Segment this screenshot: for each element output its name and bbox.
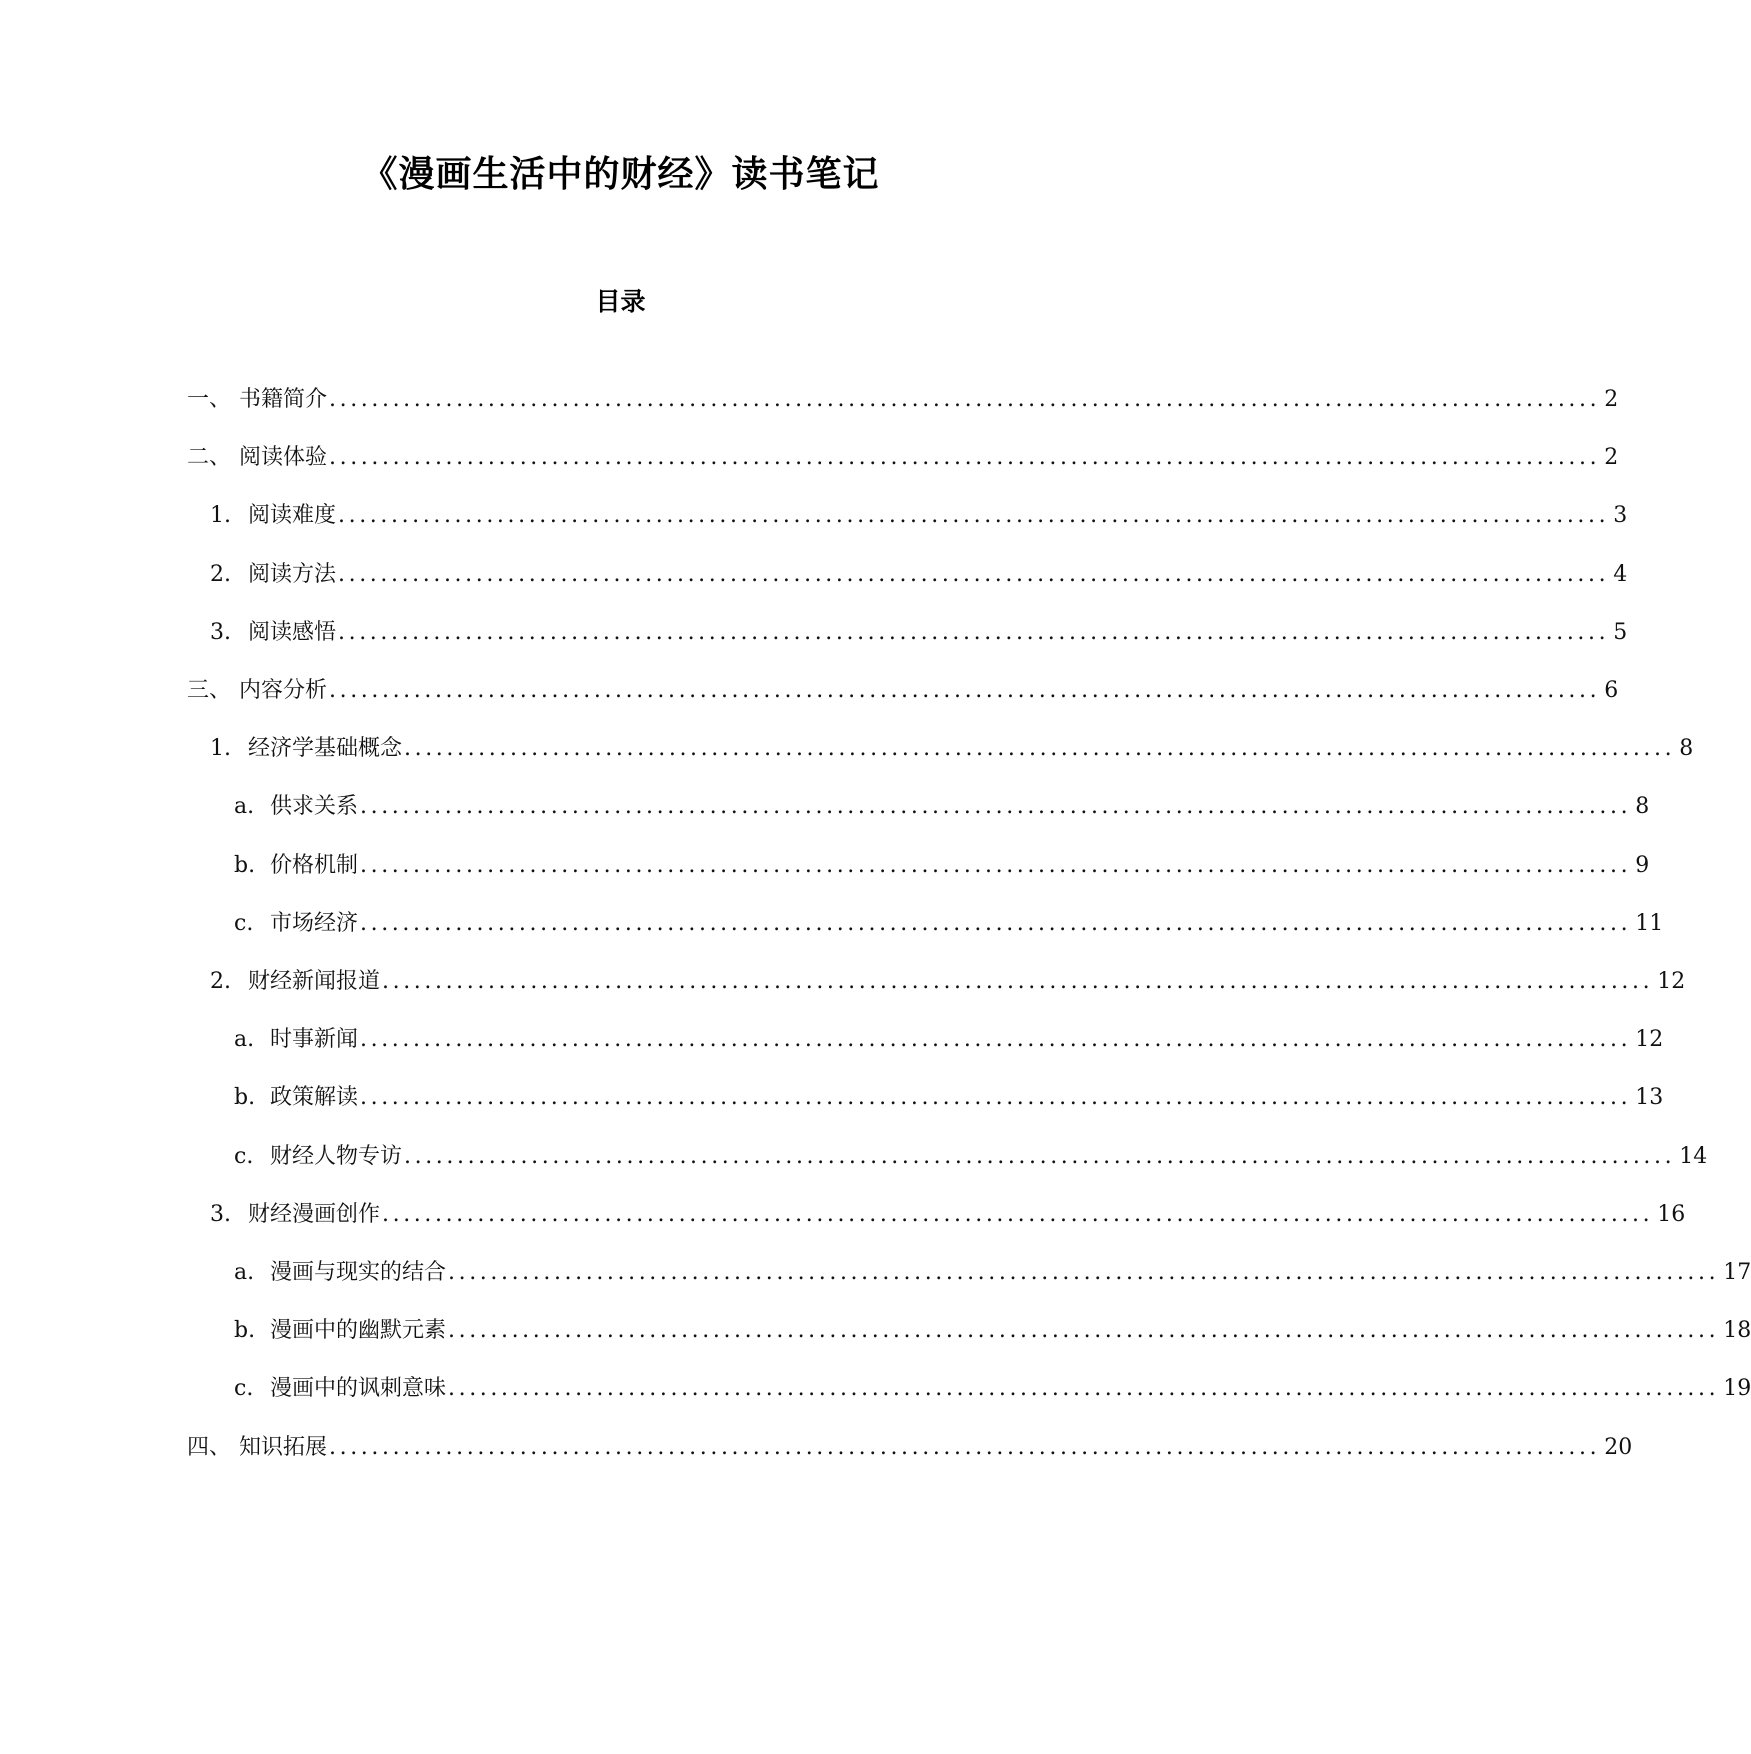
toc-entry-number: c.: [234, 1143, 254, 1169]
toc-dot-leader: ........................................................................................................................: [404, 736, 1676, 762]
toc-entry[interactable]: [234, 1253, 1751, 1293]
toc-entry-page-number: 8: [1679, 736, 1694, 762]
toc-entry-page-number: 18: [1723, 1318, 1751, 1344]
toc-entry[interactable]: [234, 904, 1664, 944]
toc-entry-number: 二、: [187, 445, 232, 471]
toc-entry-page-number: 9: [1635, 852, 1650, 878]
toc-entry-page-number: 2: [1604, 445, 1619, 471]
toc-dot-leader: ........................................................................................................................: [329, 678, 1601, 703]
toc-entry[interactable]: [210, 555, 1628, 595]
toc-entry-number: a.: [234, 794, 255, 820]
toc-entry-page-number: 11: [1635, 910, 1664, 936]
toc-entry[interactable]: [210, 496, 1628, 536]
toc-entry-page-number: 14: [1679, 1143, 1708, 1169]
toc-entry-label: 供求关系: [270, 794, 359, 820]
toc-entry-label: 财经漫画创作: [248, 1201, 381, 1227]
toc-dot-leader: ........................................................................................................................: [382, 1201, 1654, 1227]
toc-entry-label: 阅读感悟: [248, 619, 337, 645]
toc-entry[interactable]: [234, 1311, 1751, 1351]
toc-dot-leader: ........................................................................................................................: [329, 1434, 1601, 1460]
toc-entry-label: 财经新闻报道: [248, 969, 381, 994]
toc-entry[interactable]: [210, 1195, 1686, 1235]
toc-dot-leader: ........................................................................................................................: [338, 619, 1610, 645]
toc-entry[interactable]: [234, 787, 1650, 827]
toc-entry-label: 价格机制: [270, 852, 359, 878]
toc-entry-number: b.: [234, 1318, 256, 1344]
toc-entry[interactable]: [234, 1369, 1751, 1409]
toc-dot-leader: ........................................................................................................................: [360, 1085, 1632, 1111]
toc-entry-number: a.: [234, 1027, 255, 1053]
toc-entry[interactable]: [234, 1078, 1664, 1118]
toc-dot-leader: ........................................................................................................................: [338, 503, 1610, 529]
toc-entry-number: b.: [234, 1085, 256, 1111]
toc-entry-label: 漫画中的讽刺意味: [270, 1376, 447, 1402]
toc-entry-page-number: 12: [1635, 1027, 1664, 1053]
toc-entry[interactable]: [187, 671, 1619, 711]
toc-entry[interactable]: [234, 1137, 1708, 1177]
toc-entry-number: b.: [234, 852, 256, 878]
toc-dot-leader: ........................................................................................................................: [448, 1260, 1720, 1285]
toc-dot-leader: ........................................................................................................................: [382, 969, 1654, 994]
toc-entry-page-number: 13: [1635, 1085, 1664, 1111]
toc-entry-label: 阅读方法: [248, 561, 337, 587]
toc-entry[interactable]: [187, 1428, 1633, 1468]
toc-entry-number: 2.: [210, 969, 231, 994]
toc-entry-number: 1.: [210, 736, 231, 762]
toc-entry-page-number: 2: [1604, 387, 1619, 412]
toc-entry-label: 经济学基础概念: [248, 736, 403, 762]
toc-entry-label: 漫画与现实的结合: [270, 1260, 447, 1285]
toc-dot-leader: ........................................................................................................................: [360, 910, 1632, 936]
toc-entry-page-number: 12: [1657, 969, 1686, 994]
toc-entry-page-number: 4: [1613, 561, 1628, 587]
toc-entry-label: 市场经济: [270, 910, 359, 936]
toc-entry-number: c.: [234, 910, 254, 936]
toc-entry-page-number: 19: [1723, 1376, 1751, 1402]
toc-entry[interactable]: [187, 380, 1619, 420]
toc-entry-number: a.: [234, 1260, 255, 1285]
toc-entry[interactable]: [210, 729, 1694, 769]
toc-entry[interactable]: [234, 1020, 1664, 1060]
toc-dot-leader: ........................................................................................................................: [338, 561, 1610, 587]
toc-entry-number: 3.: [210, 619, 231, 645]
toc-entry-label: 漫画中的幽默元素: [270, 1318, 447, 1344]
toc-entry-label: 政策解读: [270, 1085, 359, 1111]
toc-dot-leader: ........................................................................................................................: [329, 445, 1601, 471]
toc-entry-number: 1.: [210, 503, 231, 529]
document-title: 《漫画生活中的财经》读书笔记: [361, 154, 880, 195]
toc-dot-leader: ........................................................................................................................: [448, 1376, 1720, 1402]
toc-dot-leader: ........................................................................................................................: [360, 1027, 1632, 1053]
toc-entry[interactable]: [210, 962, 1686, 1002]
toc-entry-number: 四、: [187, 1434, 232, 1460]
toc-dot-leader: ........................................................................................................................: [360, 852, 1632, 878]
toc-entry-label: 阅读体验: [239, 445, 328, 471]
toc-entry-label: 内容分析: [239, 678, 328, 703]
toc-entry[interactable]: [210, 613, 1628, 653]
toc-entry-page-number: 16: [1657, 1201, 1686, 1227]
toc-entry[interactable]: [234, 846, 1650, 886]
toc-entry-label: 时事新闻: [270, 1027, 359, 1053]
toc-entry-number: 3.: [210, 1201, 231, 1227]
toc-dot-leader: ........................................................................................................................: [329, 387, 1601, 412]
toc-entry-page-number: 20: [1604, 1434, 1633, 1460]
toc-entry-page-number: 17: [1723, 1260, 1751, 1285]
toc-dot-leader: ........................................................................................................................: [360, 794, 1632, 820]
toc-entry[interactable]: [187, 438, 1619, 478]
toc-entry-label: 财经人物专访: [270, 1143, 403, 1169]
toc-dot-leader: ........................................................................................................................: [448, 1318, 1720, 1344]
toc-entry-page-number: 3: [1613, 503, 1628, 529]
toc-entry-label: 知识拓展: [239, 1434, 328, 1460]
toc-entry-number: c.: [234, 1376, 254, 1402]
toc-entry-number: 一、: [187, 387, 232, 412]
toc-heading: 目录: [595, 287, 646, 316]
toc-entry-label: 阅读难度: [248, 503, 337, 529]
toc-dot-leader: ........................................................................................................................: [404, 1143, 1676, 1169]
toc-entry-page-number: 6: [1604, 678, 1619, 703]
toc-entry-page-number: 8: [1635, 794, 1650, 820]
toc-entry-page-number: 5: [1613, 619, 1628, 645]
toc-entry-number: 2.: [210, 561, 231, 587]
toc-entry-label: 书籍简介: [239, 387, 328, 412]
toc-entry-number: 三、: [187, 678, 232, 703]
